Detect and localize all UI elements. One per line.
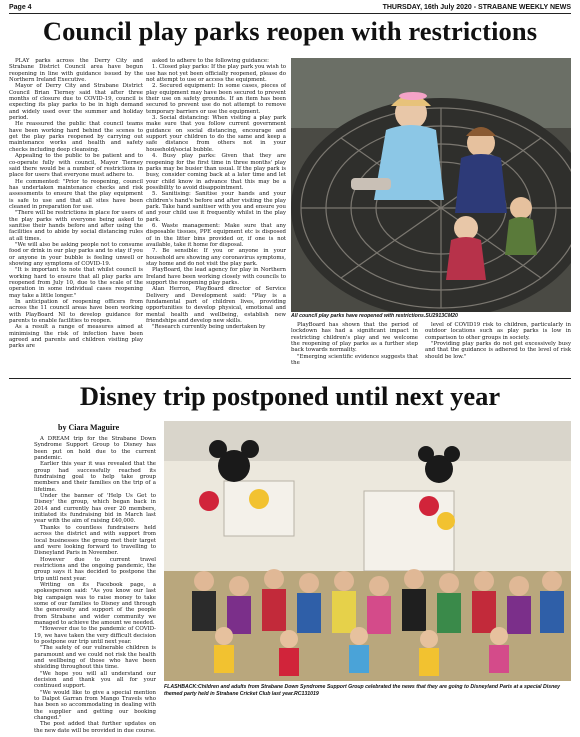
paragraph: However due to current travel restrictions and the ongoing pandemic, the group says it has decided to postpone the trip until next year. [34, 556, 156, 582]
paragraph: "However due to the pandemic of COVID-19, we have taken the very difficult decision to postpone our trip until next year. [34, 626, 156, 645]
paragraph: He commented: "Prior to reopening, council has undertaken maintenance checks and risk assessments to ensure that the play equipment is safe to use and that all sites have been cleaned in preparation for use. [9, 178, 143, 210]
story1-column-3 [291, 322, 418, 370]
paragraph: In anticipation of reopening officers from across the 11 council areas have been working with PlayBoard NI to develop guidance for parents to enable facilities to reopen. [9, 299, 143, 325]
paragraph: "Research currently being undertaken by [152, 324, 266, 331]
header-rule [9, 13, 571, 14]
party-illustration [164, 421, 571, 681]
story2-column [34, 436, 156, 732]
play-park-illustration [291, 58, 571, 312]
paragraph: "We will also be asking people not to consume food or drink in our play parks and to stay if you or anyone in your bubble is feeling unwell or showing any symptoms of COVID-19. [9, 241, 143, 267]
paragraph: asked to adhere to the following guidance: [152, 58, 269, 64]
paragraph: 5. Sanitising: Sanitise your hands and your children's hand's before and after visiting the play park. Take hand sanitiser with you and ensure you and your child use it frequently whilst in the play park. [146, 191, 286, 223]
paragraph: Alan Herron, PlayBoard director of Service Delivery and Development said: "Play is a fundamental part of children lives, providing opportunities to develop physical, emotional and mental health and wellbeing, establish new friendships and develop new skills. [146, 286, 286, 325]
paragraph: "We hope you will all understand our decision and thank you all for your continued support. [34, 670, 156, 690]
disney-party-photo [164, 421, 571, 681]
story2-headline: Disney trip postponed until next year [79, 381, 501, 411]
paragraph: Mayor of Derry City and Strabane District Council Brian Tierney said that after three months of closure due to COVID-19, council is expecting its play parks to be in high demand and widely used over the summer and holiday period. [9, 83, 143, 122]
story1-column-4 [425, 322, 571, 370]
paragraph: 4. Busy play parks: Given that they are reopening for the first time in three months' play parks may be busier than usual. If the play park is busy, consider coming back at a later time and let your child know in advance that this may be a possibility to avoid disappointment. [146, 153, 286, 191]
byline: by Ciara Maguire [58, 423, 120, 432]
paragraph: 1. Closed play parks: If the play park you wish to use has not yet been officially reopened, please do not attempt to use or access the equipment. [146, 64, 286, 84]
date-line: THURSDAY, 16th July 2020 - STRABANE WEEKLY NEWS [382, 4, 571, 11]
paragraph: He reassured the public that council teams have been working hard behind the scenes to get the play parks reopened by carrying out maintenance works and health and safety checks including deep cleansing. [9, 121, 143, 153]
section-rule [9, 378, 571, 379]
paragraph: "Providing play parks do not get excessively busy and that the guidance is adhered to the level of risk should be low." [425, 341, 571, 360]
paragraph: PlayBoard, the lead agency for play in Northern Ireland have been working closely with councils to support the reopening play parks. [146, 267, 286, 287]
paragraph: Thanks to countless fundraisers held across the district and with support from local businesses the group met their target and were looking forward to travelling to Disneyland Paris in November. [34, 524, 156, 557]
paragraph: 3. Social distancing: When visiting a play park make sure that you follow current government guidance on social distancing, encourage and support your children to do the same and keep a safe distance from others not in your household/social bubble. [146, 115, 286, 153]
paragraph: 2. Secured equipment: In some cases, pieces of play equipment may have been secured to prevent their use on safety grounds. If an item has been secured to prevent use do not attempt to remove temporary barriers or use the equipment. [146, 83, 286, 115]
paragraph: PLAY parks across the Derry City and Strabane District Council area have begun reopening in line with guidance issued by the Northern Ireland Executive. [9, 58, 143, 84]
paragraph: 6. Waste management: Make sure that any disposable tissues, PPE equipment etc is disposed of in the litter bins provided or, if one is not available, take it home for disposal. [146, 222, 286, 248]
paragraph: As a result a range of measures aimed at minimising the risk of infection have been agreed and parents and children visiting play parks are [9, 324, 143, 350]
story1-headline: Council play parks reopen with restrictions [42, 16, 538, 46]
paragraph: Appealing to the public to be patient and to co-operate fully with council, Mayor Tierney said there would be a number of restrictions in place for users that everyone must adhere to. [9, 153, 143, 179]
story1-column-1 [9, 58, 143, 354]
paragraph: "Emerging scientific evidence suggests that the [291, 353, 418, 367]
page-number: Page 4 [9, 4, 32, 11]
photo-caption: FLASHBACK:Children and adults from Strabane Down Syndrome Support Group celebrated the news that they are going to Disneyland Paris at a special Disney themed party held in Strabane Cricket Club last year.RC131019 [164, 684, 561, 697]
paragraph: Earlier this year it was revealed that the group had successfully reached its fundraising goal to help take group members and their families on the trip of a lifetime. [34, 461, 156, 493]
paragraph: A DREAM trip for the Strabane Down Syndrome Support Group to Disney has been put on hold due to the current pandemic. [34, 436, 156, 462]
paragraph: 7. Be sensible: If you or anyone in your household are showing any coronavirus symptoms, stay home and do not visit the play park. [146, 248, 286, 267]
paragraph: Under the banner of 'Help Us Get to Disney' the group, which began back in 2014 and currently has over 20 members, initiated its fundraising bid in March last year with the aim of raising £40,000. [34, 493, 156, 525]
paragraph: "The safety of our vulnerable children is paramount and we could not risk the health and wellbeing of those who have been shielding throughout this time. [34, 645, 156, 671]
paragraph: "We would like to give a special mention to Dalpot Garran from Mango Travels who has been so accommodating in dealing with the supplier and getting our booking changed." [34, 689, 156, 722]
paragraph: "There will be restrictions in place for users of the play parks with everyone being asked to sanitise their hands before and after using the facilities and to abide by social distancing rules at all times. [9, 210, 143, 242]
paragraph: PlayBoard has shown that the period of lockdown has had a significant impact in restricting children's play and we welcome the reopening of play parks as a further step back towards normality. [291, 322, 418, 354]
photo-caption: All council play parks have reopened with restrictions.SU2913CM20 [291, 313, 458, 319]
paragraph: The post added that further updates on the new date will be provided in due course. [34, 721, 156, 732]
paragraph: Writing on its Facebook page, a spokesperson said: "As you know our last big campaign was to raise money to take some of our families to Disney and through the generosity and support of the people from Strabane and wider community we managed to achieve the amount we needed. [34, 581, 156, 626]
paragraph: level of COVID19 risk to children, particularly in outdoor locations such as play parks is low in comparison to other groups in society. [425, 322, 571, 341]
story1-column-2 [146, 58, 286, 354]
play-park-photo [291, 58, 571, 312]
paragraph: "It is important to note that whilst council is working hard to ensure that all play parks are reopened from July 10, due to the scale of the operation in some individual cases reopening may take a little longer." [9, 267, 143, 299]
